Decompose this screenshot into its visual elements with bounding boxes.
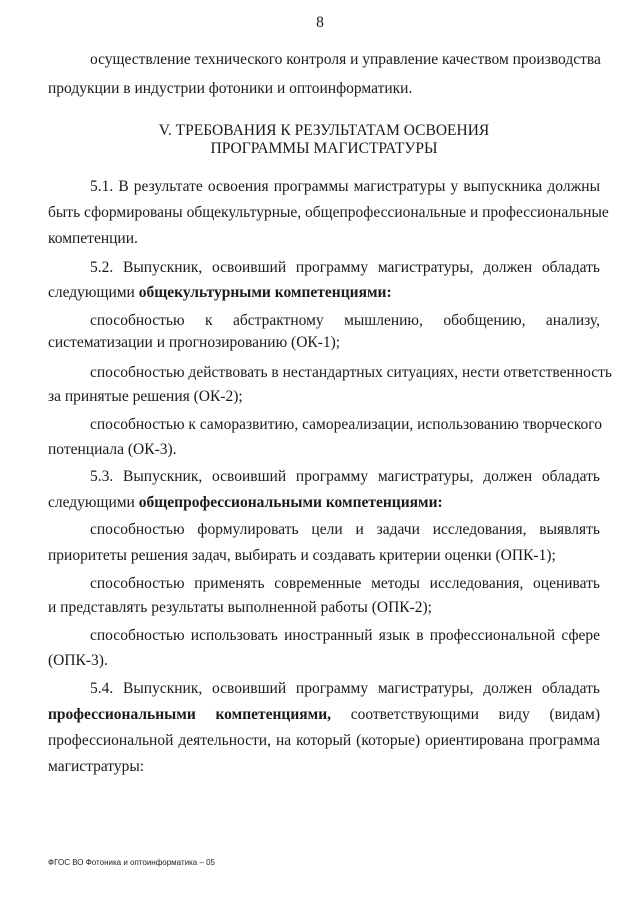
professional-competencies-label: профессиональными компетенциями,	[48, 706, 332, 723]
general-professional-competencies-label: общепрофессиональными компетенциями:	[138, 494, 443, 511]
ok-3-line-1: способностью к саморазвитию, самореализации, использованию творческого	[90, 416, 603, 433]
paragraph-5-4-line-1: 5.4. Выпускник, освоивший программу магистратуры, должен обладать	[90, 680, 600, 697]
opk-2-line-2: и представлять результаты выполненной работы (ОПК-2);	[48, 599, 432, 616]
opk-1-line-1: способностью формулировать цели и задачи исследования, выявлять	[90, 521, 600, 538]
intro-line-2: продукции в индустрии фотоники и оптоинформатики.	[48, 80, 413, 97]
paragraph-5-3-line-2	[48, 493, 600, 513]
paragraph-5-4-line-3: профессиональной деятельности, на который (которые) ориентирована программа	[48, 732, 600, 749]
ok-1-line-2: систематизации и прогнозированию (ОК-1);	[48, 334, 341, 351]
ok-2-line-2: за принятые решения (ОК-2);	[48, 388, 243, 405]
paragraph-5-4-line-2	[48, 705, 600, 725]
footer-document-code: ФГОС ВО Фотоника и оптоинформатика – 05	[48, 858, 216, 867]
paragraph-5-1-line-2: быть сформированы общекультурные, общепрофессиональные и профессиональные	[48, 204, 609, 221]
ok-1-line-1: способностью к абстрактному мышлению, обобщению, анализу,	[90, 312, 600, 329]
opk-1-line-2: приоритеты решения задач, выбирать и создавать критерии оценки (ОПК-1);	[48, 547, 556, 564]
page-number: 8	[316, 14, 324, 31]
opk-3-line-2: (ОПК-3).	[48, 652, 108, 669]
paragraph-5-2-line-1: 5.2. Выпускник, освоивший программу магистратуры, должен обладать	[90, 259, 600, 276]
opk-3-line-1: способностью использовать иностранный язык в профессиональной сфере	[90, 627, 600, 644]
paragraph-5-4-line-2-rest: соответствующими виду (видам)	[331, 706, 600, 723]
paragraph-5-3-prefix: следующими	[48, 494, 139, 511]
paragraph-5-1-line-3: компетенции.	[48, 230, 138, 247]
paragraph-5-1-line-1: 5.1. В результате освоения программы магистратуры у выпускника должны	[90, 178, 600, 195]
section-heading-line-2: ПРОГРАММЫ МАГИСТРАТУРЫ	[210, 140, 438, 157]
paragraph-5-3-line-1: 5.3. Выпускник, освоивший программу магистратуры, должен обладать	[90, 468, 600, 485]
ok-2-line-1: способностью действовать в нестандартных ситуациях, нести ответственность	[90, 364, 612, 381]
opk-2-line-1: способностью применять современные методы исследования, оценивать	[90, 575, 600, 592]
ok-3-line-2: потенциала (ОК-3).	[48, 441, 177, 458]
section-heading-line-1: V. ТРЕБОВАНИЯ К РЕЗУЛЬТАТАМ ОСВОЕНИЯ	[158, 122, 490, 139]
paragraph-5-2-line-2	[48, 283, 600, 303]
paragraph-5-2-prefix: следующими	[48, 284, 139, 301]
paragraph-5-4-line-4: магистратуры:	[48, 758, 145, 775]
general-cultural-competencies-label: общекультурными компетенциями:	[138, 284, 392, 301]
intro-line-1: осуществление технического контроля и управление качеством производства	[90, 51, 601, 68]
